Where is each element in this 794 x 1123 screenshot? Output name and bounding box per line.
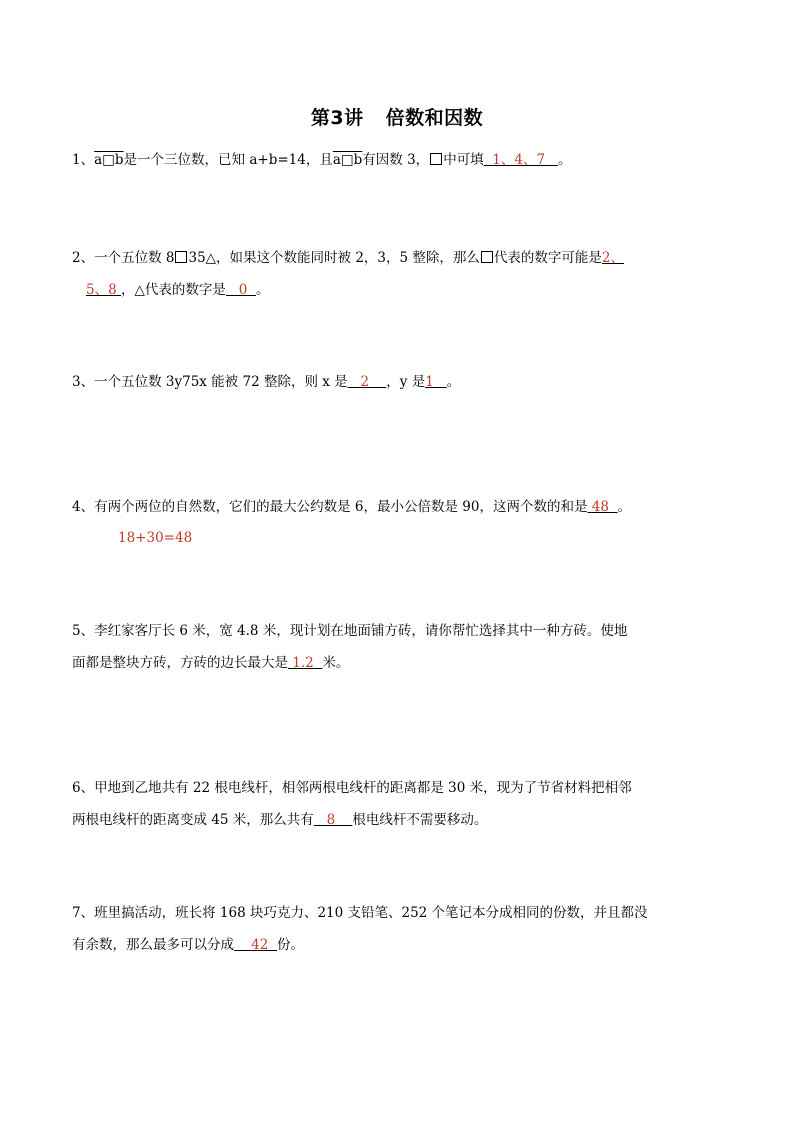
question-text: 一个五位数 3y75x 能被 72 整除，则 x 是 [94, 374, 348, 390]
question-7-line-2 [72, 929, 724, 961]
question-text: 面都是整块方砖，方砖的边长最大是 [72, 655, 288, 671]
box-symbol [430, 153, 442, 165]
question-6-line-2 [72, 804, 724, 836]
question-number: 2、 [72, 250, 95, 266]
question-text: 份。 [276, 937, 304, 953]
question-number: 5、 [72, 623, 95, 639]
question-1 [72, 144, 724, 176]
lecture-topic: 倍数和因数 [385, 107, 484, 129]
answer-blank [314, 812, 353, 828]
answer-blank [602, 250, 624, 266]
question-7 [72, 897, 724, 929]
answer: 1.2 [292, 655, 314, 671]
answer-blank [234, 937, 277, 953]
answer: 2、 [601, 250, 624, 266]
punctuation: 。 [557, 152, 572, 168]
answer-blank [587, 499, 617, 515]
box-symbol [481, 251, 493, 263]
question-text: 有因数 3， [362, 152, 430, 168]
question-number: 6、 [72, 780, 95, 796]
answer-blank [425, 374, 446, 390]
lecture-number: 第3讲 [310, 107, 364, 129]
question-text: 班里搞活动，班长将 168 块巧克力、210 支铅笔、252 个笔记本分成相同的份数，并且都没 [94, 905, 648, 921]
answer: 42 [251, 937, 269, 953]
punctuation: 。 [255, 282, 270, 298]
answer-blank [288, 655, 322, 671]
question-text: 是一个三位数，已知 a+b=14，且 [123, 152, 333, 168]
answer-blank [348, 374, 387, 390]
question-number: 3、 [72, 374, 95, 390]
overline-number: a□b [332, 152, 363, 168]
page-title [0, 103, 794, 130]
question-2-line-2 [86, 274, 738, 306]
question-text: 甲地到乙地共有 22 根电线杆，相邻两根电线杆的距离都是 30 米，现为了节省材料把相邻 [94, 780, 632, 796]
question-number: 4、 [72, 499, 95, 515]
punctuation: 。 [446, 374, 461, 390]
question-number: 7、 [72, 905, 95, 921]
question-text: ，y 是 [386, 374, 426, 390]
punctuation: 。 [617, 499, 632, 515]
box-symbol [175, 251, 187, 263]
answer-blank [226, 282, 256, 298]
question-text: 35△，如果这个数能同时被 2，3，5 整除，那么 [188, 250, 480, 266]
answer: 8 [326, 812, 336, 828]
answer-blank [86, 282, 121, 298]
question-3 [72, 366, 724, 398]
question-5 [72, 615, 724, 647]
question-text: 有余数，那么最多可以分成 [72, 937, 234, 953]
question-number: 1、 [72, 152, 95, 168]
question-text: 根电线杆不需要移动。 [352, 812, 488, 828]
question-2 [72, 242, 724, 274]
answer: 5、8 [86, 282, 117, 298]
question-text: 李红家客厅长 6 米，宽 4.8 米，现计划在地面铺方砖，请你帮忙选择其中一种方砖。使地 [94, 623, 628, 639]
question-text: ，△代表的数字是 [120, 282, 226, 298]
answer: 2 [360, 374, 370, 390]
question-6 [72, 772, 724, 804]
question-text: 中可填 [443, 152, 484, 168]
answer: 1、4、7 [492, 152, 546, 168]
answer: 1 [425, 374, 434, 390]
overline-number: a□b [94, 152, 124, 168]
solution-note: 18+30=48 [118, 530, 193, 546]
punctuation: 米。 [322, 655, 350, 671]
question-5-line-2 [72, 647, 724, 679]
question-text: 有两个两位的自然数，它们的最大公约数是 6，最小公倍数是 90，这两个数的和是 [94, 499, 588, 515]
question-4 [72, 491, 724, 523]
answer: 48 [591, 499, 609, 515]
answer-blank [484, 152, 558, 168]
question-text: 一个五位数 8 [94, 250, 175, 266]
answer: 0 [238, 282, 248, 298]
question-text: 两根电线杆的距离变成 45 米，那么共有 [72, 812, 314, 828]
question-text: 代表的数字可能是 [493, 250, 602, 266]
